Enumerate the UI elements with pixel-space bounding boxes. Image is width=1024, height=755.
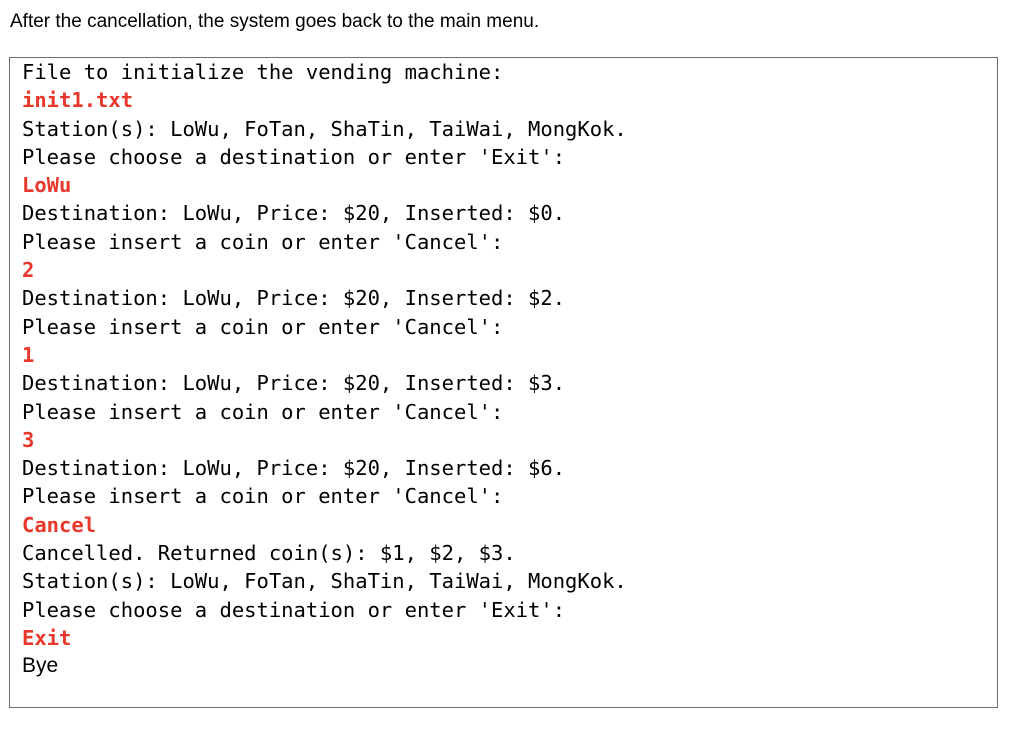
console-line-user-input: init1.txt xyxy=(22,88,134,113)
console-lines xyxy=(22,58,997,681)
console-line-output: Cancelled. Returned coin(s): $1, $2, $3. xyxy=(22,541,516,566)
console-line-user-input: Cancel xyxy=(22,512,97,537)
console-line-output: Destination: LoWu, Price: $20, Inserted: $2. xyxy=(22,286,566,311)
console-line-output: Please insert a coin or enter 'Cancel': xyxy=(22,484,504,509)
console-line-output: Please insert a coin or enter 'Cancel': xyxy=(22,399,504,424)
console-line-user-input: LoWu xyxy=(22,173,72,198)
console-line-output: Please choose a destination or enter 'Exit': xyxy=(22,597,566,622)
console-line-user-input: 2 xyxy=(22,258,35,283)
console-line-output: Destination: LoWu, Price: $20, Inserted: $6. xyxy=(22,456,566,481)
console-line-output: Please choose a destination or enter 'Exit': xyxy=(22,144,566,169)
console-output-box xyxy=(9,57,998,708)
console-line-output: Station(s): LoWu, FoTan, ShaTin, TaiWai, MongKok. xyxy=(22,116,627,141)
console-line-user-input: 3 xyxy=(22,427,35,452)
console-line-output: Station(s): LoWu, FoTan, ShaTin, TaiWai, MongKok. xyxy=(22,569,627,594)
console-line-output: Please insert a coin or enter 'Cancel': xyxy=(22,314,504,339)
console-line-user-input: Exit xyxy=(22,625,72,650)
console-line-output: Destination: LoWu, Price: $20, Inserted: $3. xyxy=(22,371,566,396)
console-line-output: File to initialize the vending machine: xyxy=(22,60,504,84)
caption-text: After the cancellation, the system goes back to the main menu. xyxy=(10,11,540,32)
console-line-output: Destination: LoWu, Price: $20, Inserted: $0. xyxy=(22,201,566,226)
console-line-output: Please insert a coin or enter 'Cancel': xyxy=(22,229,504,254)
console-line-output: Bye xyxy=(22,654,59,678)
console-line-user-input: 1 xyxy=(22,342,35,367)
